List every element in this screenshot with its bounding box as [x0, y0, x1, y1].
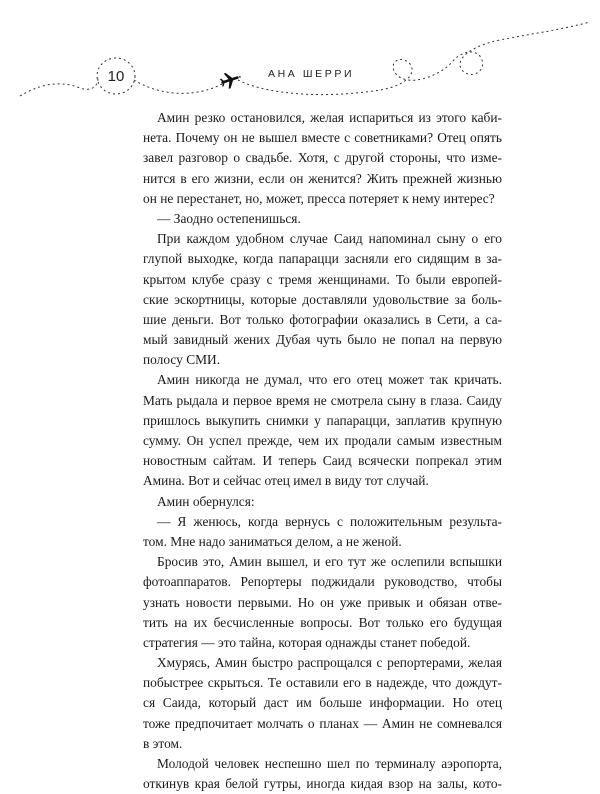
text-line: фотоаппаратов. Репортеры поджидали руководство, чтобы [143, 574, 502, 590]
text-line: Амина. Вот и сейчас отец имел в виду тот случай. [143, 473, 429, 489]
body-text [143, 108, 502, 794]
page-number: 10 [107, 68, 125, 85]
text-line: глупой выходке, когда папарацци засняли его сидящим в за- [143, 251, 502, 267]
text-line: стратегия — это тайна, которая однажды станет победой. [143, 634, 471, 650]
text-line: нета. Почему он не вышел вместе с советниками? Отец опять [143, 130, 502, 146]
header-flight-path-ornament [0, 0, 600, 110]
text-line: Мать рыдала и первое время не смотрела сыну в глаза. Саиду [143, 392, 502, 408]
text-line: новостным сайтам. И теперь Саид всячески попрекал этим [143, 453, 502, 469]
flight-path-left [20, 78, 98, 96]
text-line: пришлось выкупить снимки у папарацци, заплатив крупную [143, 412, 502, 428]
text-line: завел разговор о свадьбе. Хотя, с другой стороны, что изме- [143, 150, 502, 166]
text-line: Хмурясь, Амин быстро распрощался с репортерами, желая [157, 655, 502, 671]
text-line: сумму. Он успел прежде, чем их продали самым известным [143, 433, 502, 448]
text-line: ские эскортницы, которые доставляли удовольствие за боль- [143, 291, 502, 307]
text-line: откинув края белой гутры, иногда кидая взор на залы, кото- [143, 776, 502, 792]
text-line: в этом. [143, 735, 183, 751]
text-line: Молодой человек неспешно шел по терминалу аэропорта, [157, 756, 502, 771]
text-line: узнать новости первыми. Но он уже привык и обязан отве- [143, 594, 502, 610]
text-line: тоже предпочитает молчать о планах — Амин не сомневался [143, 715, 502, 731]
text-line: том. Мне надо заниматься делом, а не женой. [143, 533, 402, 549]
text-line: — Заодно остепенишься. [157, 210, 301, 226]
text-line: шие деньги. Вот только фотографии оказались в Сети, а са- [143, 311, 502, 327]
flight-path-right [238, 22, 590, 95]
text-line: Амин обернулся: [157, 493, 255, 509]
text-line: побыстрее скрыться. Те оставили его в надежде, что дождут- [143, 675, 502, 691]
text-line: нится в его жизни, если он женится? Жить прежней жизнью [143, 170, 502, 186]
airplane-icon [218, 69, 242, 91]
text-line: крытом клубе сразу с тремя женщинами. То были европей- [143, 271, 502, 287]
text-line: полосу СМИ. [143, 352, 221, 368]
text-line: — Я женюсь, когда вернусь с положительным результа- [157, 513, 502, 529]
text-line: он не перестанет, но, может, пресса потеряет к нему интерес? [143, 190, 495, 206]
text-line: тить на их бесчисленные вопросы. Вот только его будущая [143, 614, 502, 630]
text-line: Амин никогда не думал, что его отец может так кричать. [157, 372, 502, 388]
text-line: ся Саида, который даст им больше информации. Но отец [143, 695, 502, 711]
text-line: Амин резко остановился, желая испариться из этого каби- [157, 110, 502, 125]
text-line: мый завидный жених Дубая чуть было не попал на первую [143, 332, 502, 348]
running-head: АНА ШЕРРИ [268, 68, 355, 80]
flight-path-middle [134, 80, 222, 93]
text-line: При каждом удобном случае Саид напоминал сыну о его [157, 231, 502, 247]
text-line: Бросив это, Амин вышел, и его тут же ослепили вспышки [157, 554, 502, 570]
